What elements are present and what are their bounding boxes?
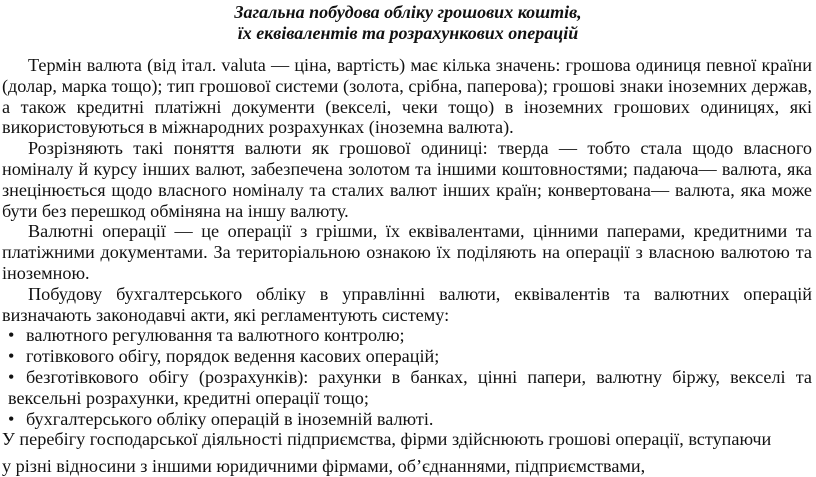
document-page [0, 2, 816, 477]
title-line-2: їх еквівалентів та розрахункових операцій [237, 23, 579, 43]
bullet-icon: • [8, 346, 15, 367]
bullet-icon: • [8, 366, 15, 387]
list-item-text: бухгалтерського обліку операцій в іноземній валюті. [26, 408, 434, 429]
closing-line-1: У перебігу господарської діяльності підприємства, фірми здійснюють грошові операції, вступаючи [2, 429, 772, 450]
regulation-list [2, 325, 812, 429]
bullet-icon: • [8, 408, 15, 429]
list-item [2, 409, 812, 430]
list-item [2, 367, 812, 409]
document-title [0, 2, 816, 44]
list-item [2, 325, 812, 346]
title-line-1: Загальна побудова обліку грошових коштів, [234, 2, 582, 22]
paragraph-currency-types: Розрізняють такі поняття валюти як грошової одиниці: тверда — тобто стала щодо власного номіналу й курсу інших валют, забезпечена золотом та іншими коштовностями; падаюча— валюта, яка знецінюється щодо власного номіналу та сталих валют інших країн; конвертована— валюта, яка може бути без перешкод обміняна на іншу валюту. [2, 138, 812, 221]
list-item-text: валютного регулювання та валютного контролю; [26, 325, 405, 346]
list-item-text: безготівкового обігу (розрахунків): рахунки в банках, цінні папери, валютну біржу, векселі та вексельні розрахунки, кредитні операції тощо; [8, 366, 812, 408]
closing-line-2: у різні відносини з іншими юридичними фірмами, об’єднаннями, підприємствами, [2, 456, 646, 477]
document-body [2, 55, 812, 477]
paragraph-legislation: Побудову бухгалтерського обліку в управлінні валюти, еквівалентів та валютних операцій визначають законодавчі акти, які регламентують систему: [2, 283, 812, 325]
list-item [2, 346, 812, 367]
paragraph-currency-operations: Валютні операції — це операції з грішми, їх еквівалентами, цінними паперами, кредитними та платіжними документами. За територіальною ознакою їх поділяють на операції з власною валютою та іноземною. [2, 221, 812, 283]
paragraph-currency-definition: Термін валюта (від італ. valuta — ціна, вартість) має кілька значень: грошова одиниця певної країни (долар, марка тощо); тип грошової системи (золота, срібна, паперова); грошові знаки іноземних держав, а також кредитні платіжні документи (векселі, чеки тощо) в іноземних грошових одиницях, які використовуються в міжнародних розрахунках (іноземна валюта). [2, 55, 812, 138]
list-item-text: готівкового обігу, порядок ведення касових операцій; [26, 346, 440, 367]
bullet-icon: • [8, 325, 15, 346]
